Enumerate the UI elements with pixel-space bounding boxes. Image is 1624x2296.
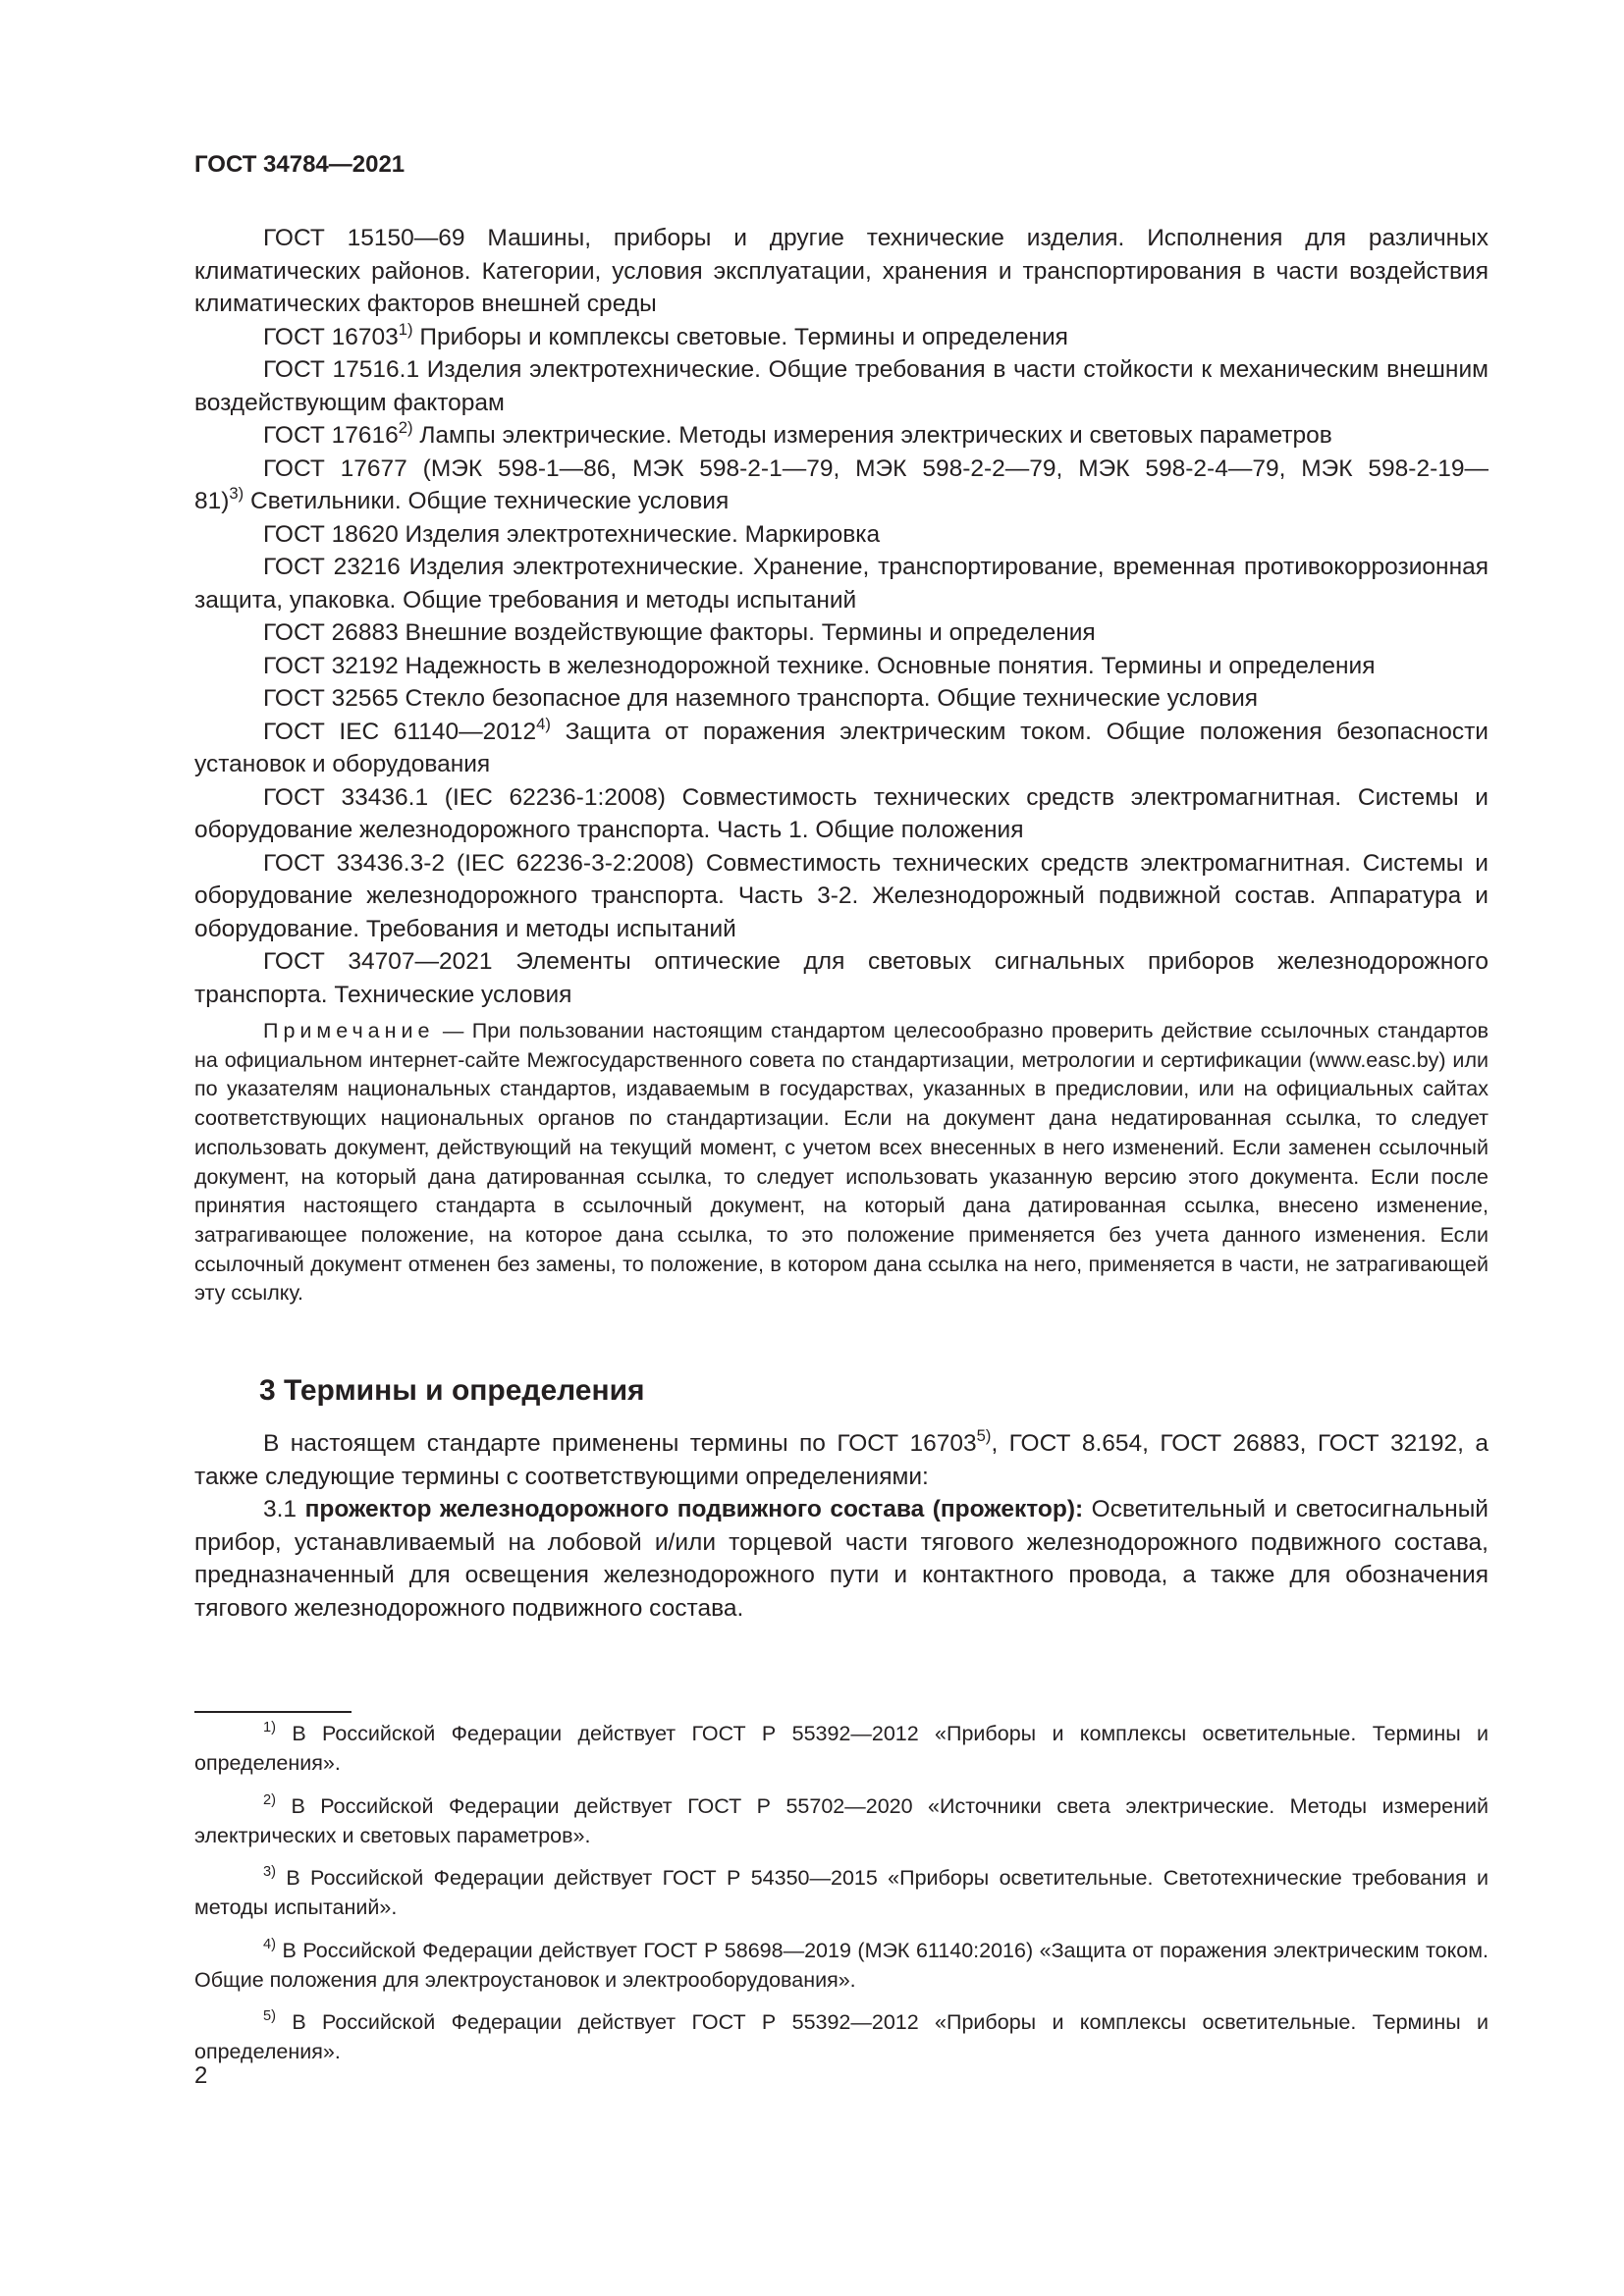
reference-item: ГОСТ 33436.3-2 (IEC 62236-3-2:2008) Совместимость технических средств электромагнитная. Системы и оборудование железнодорожного транспорта. Часть 3-2. Железнодорожный подвижной состав. Аппаратура и оборудование. Требования и методы испытаний: [194, 849, 1489, 942]
running-header: ГОСТ 34784—2021: [194, 151, 406, 178]
footnote-mark[interactable]: 2): [398, 418, 413, 438]
reference-item: ГОСТ 32565 Стекло безопасное для наземного транспорта. Общие технические условия: [263, 685, 1259, 712]
footnote-mark[interactable]: 4): [536, 714, 551, 733]
footnote-separator: [194, 1711, 352, 1713]
reference-item: ГОСТ 23216 Изделия электротехнические. Хранение, транспортирование, временная противокоррозионная защита, упаковка. Общие требования и методы испытаний: [194, 554, 1489, 614]
term-name: прожектор железнодорожного подвижного состава (прожектор):: [304, 1496, 1084, 1522]
footnote: $^{5)}$ В Российской Федерации действует ГОСТ Р 55392—2012 «Приборы и комплексы осветительные. Термины и определения».: [194, 2008, 1489, 2063]
section-intro: В настоящем стандарте применены термины по ГОСТ 16703$^{5)}$, ГОСТ 8.654, ГОСТ 26883, ГОСТ 32192, а также следующие термины с соответствующими определениями:: [194, 1426, 1489, 1490]
footnote-number: 4): [263, 1936, 276, 1952]
footnote: $^{3)}$ В Российской Федерации действует ГОСТ Р 54350—2015 «Приборы осветительные. Светотехнические требования и методы испытаний».: [194, 1864, 1489, 1919]
footnote-number: 3): [263, 1864, 276, 1881]
reference-item: ГОСТ 32192 Надежность в железнодорожной технике. Основные понятия. Термины и определения: [263, 652, 1376, 679]
footnote-mark[interactable]: 3): [229, 484, 244, 504]
document-page: [194, 0, 1489, 2296]
note-paragraph: [194, 1017, 1489, 1308]
reference-item: ГОСТ 33436.1 (IEC 62236-1:2008) Совместимость технических средств электромагнитная. Системы и оборудование железнодорожного транспорта. Часть 1. Общие положения: [194, 783, 1489, 843]
footnote-number: 2): [263, 1791, 276, 1808]
reference-item: ГОСТ 17677 (МЭК 598-1—86, МЭК 598-2-1—79, МЭК 598-2-2—79, МЭК 598-2-4—79, МЭК 598-2-19—81)$^{3)}$ Светильники. Общие технические условия: [194, 454, 1489, 514]
footnotes: [194, 1719, 1489, 2080]
footnote-number: 1): [263, 1720, 276, 1736]
footnote: $^{4)}$ В Российской Федерации действует ГОСТ Р 58698—2019 (МЭК 61140:2016) «Защита от поражения электрическим током. Общие положения для электроустановок и электрооборудования».: [194, 1936, 1489, 1992]
reference-item: ГОСТ 16703$^{1)}$ Приборы и комплексы световые. Термины и определения: [263, 319, 1068, 350]
reference-item: ГОСТ 34707—2021 Элементы оптические для световых сигнальных приборов железнодорожного транспорта. Технические условия: [194, 948, 1489, 1008]
footnote-mark[interactable]: 1): [398, 319, 413, 339]
reference-item: ГОСТ IEC 61140—2012$^{4)}$ Защита от поражения электрическим током. Общие положения безопасности установок и оборудования: [194, 714, 1489, 777]
reference-item: ГОСТ 17616$^{2)}$ Лампы электрические. Методы измерения электрических и световых параметров: [263, 418, 1332, 449]
reference-item: ГОСТ 26883 Внешние воздействующие факторы. Термины и определения: [263, 619, 1096, 646]
reference-item: ГОСТ 15150—69 Машины, приборы и другие технические изделия. Исполнения для различных климатических районов. Категории, условия эксплуатации, хранения и транспортирования в части воздействия климатических факторов внешней среды: [194, 225, 1489, 317]
footnote-number: 5): [263, 2008, 276, 2025]
footnote: $^{2)}$ В Российской Федерации действует ГОСТ Р 55702—2020 «Источники света электрические. Методы измерений электрических и световых параметров».: [194, 1791, 1489, 1847]
note-text: — При пользовании настоящим стандартом целесообразно проверить действие ссылочных стандартов на официальном интернет-сайте Межгосударственного совета по стандартизации, метрологии и сертификации (www.easc.by) или по указателям национальных стандартов, издаваемым в государствах, указанных в предисловии, или на официальных сайтах соответствующих национальных органов по стандартизации. Если на документ дана недатированная ссылка, то следует использовать документ, действующий на текущий момент, с учетом всех внесенных в него изменений. Если заменен ссылочный документ, на который дана датированная ссылка, то следует использовать указанную версию этого документа. Если после принятия настоящего стандарта в ссылочный документ, на который дана датированная ссылка, внесено изменение, затрагивающее положение, на которое дана ссылка, то это положение применяется без учета данного изменения. Если ссылочный документ отменен без замены, то положение, в котором дана ссылка на него, применяется в части, не затрагивающей эту ссылку.: [194, 1019, 1489, 1306]
reference-item: ГОСТ 18620 Изделия электротехнические. Маркировка: [263, 520, 881, 548]
note-label: Примечание: [263, 1019, 435, 1042]
reference-item: ГОСТ 17516.1 Изделия электротехнические. Общие требования в части стойкости к механическим внешним воздействующим факторам: [194, 356, 1489, 416]
section-heading: 3 Термины и определения: [259, 1374, 645, 1407]
normative-references-list: [194, 222, 1489, 1011]
term-definition: 3.1 прожектор железнодорожного подвижного состава (прожектор): Осветительный и светосигнальный прибор, устанавливаемый на лобовой и/или торцевой части тягового железнодорожного подвижного состава, предназначенный для освещения железнодорожного пути и контактного провода, а также для обозначения тягового железнодорожного подвижного состава.: [194, 1496, 1489, 1622]
section-body: [194, 1427, 1489, 1625]
footnote-mark[interactable]: 5): [976, 1426, 992, 1446]
page-number: 2: [194, 2062, 208, 2089]
footnote: $^{1)}$ В Российской Федерации действует ГОСТ Р 55392—2012 «Приборы и комплексы осветительные. Термины и определения».: [194, 1720, 1489, 1775]
